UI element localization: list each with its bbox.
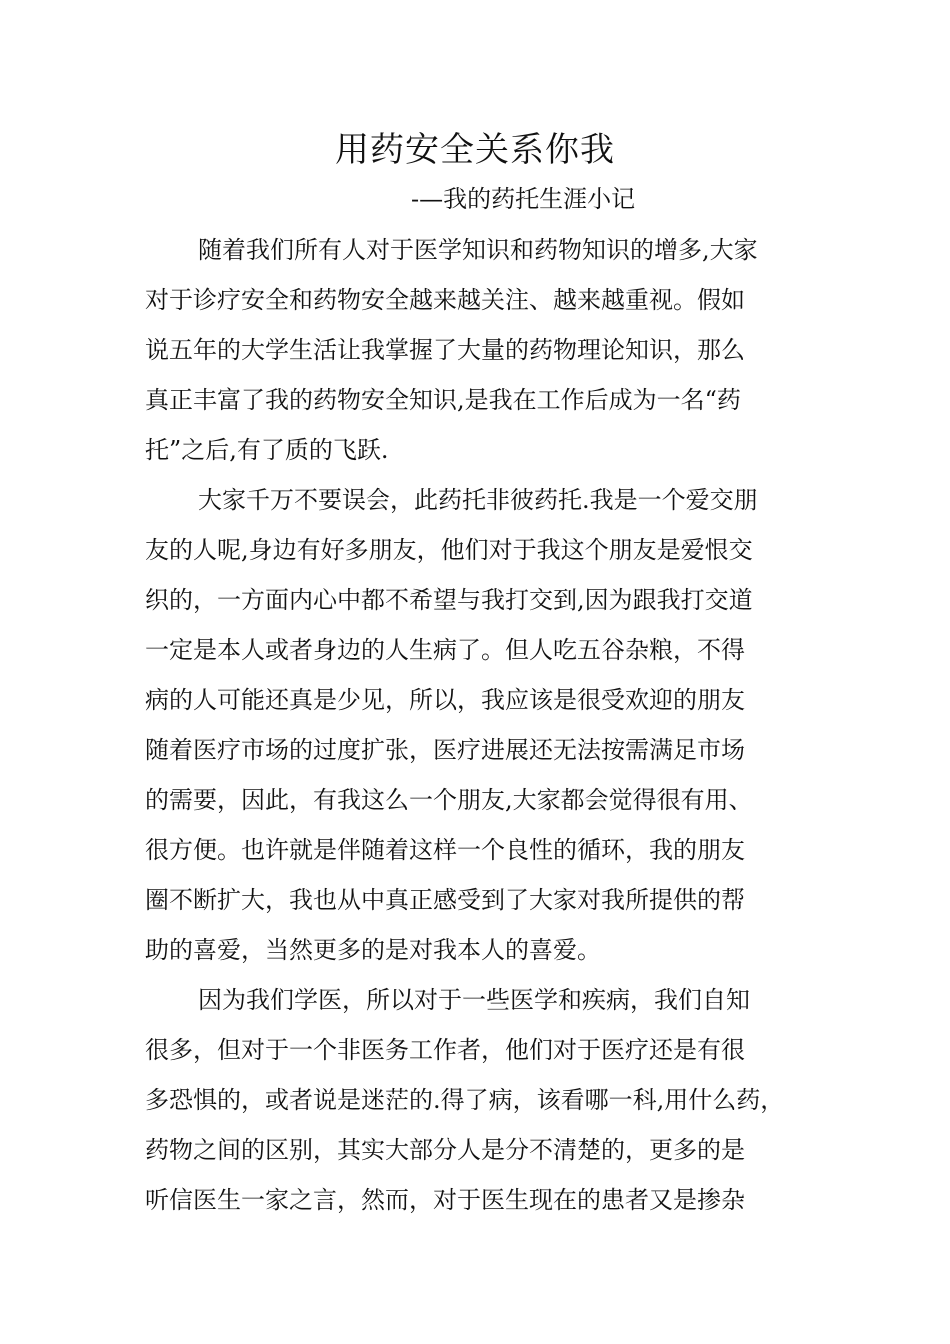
body-line: 的需要，因此，有我这么一个朋友,大家都会觉得很有用、	[145, 786, 753, 814]
body-line: 真正丰富了我的药物安全知识,是我在工作后成为一名“药	[145, 386, 741, 414]
body-line: 听信医生一家之言，然而，对于医生现在的患者又是掺杂	[145, 1186, 745, 1214]
body-line: 织的，一方面内心中都不希望与我打交到,因为跟我打交道	[145, 586, 753, 614]
body-line: 随着医疗市场的过度扩张，医疗进展还无法按需满足市场	[145, 736, 745, 764]
body-line: 托”之后,有了质的飞跃.	[145, 436, 389, 464]
body-line: 随着我们所有人对于医学知识和药物知识的增多,大家	[198, 236, 758, 264]
body-line: 很多，但对于一个非医务工作者，他们对于医疗还是有很	[145, 1036, 745, 1064]
body-line: 圈不断扩大，我也从中真正感受到了大家对我所提供的帮	[145, 886, 745, 914]
body-line: 病的人可能还真是少见，所以，我应该是很受欢迎的朋友	[145, 686, 745, 714]
body-line: 对于诊疗安全和药物安全越来越关注、越来越重视。假如	[145, 286, 745, 314]
body-line: 说五年的大学生活让我掌握了大量的药物理论知识，那么	[145, 336, 745, 364]
document-subtitle: -—我的药托生涯小记	[411, 185, 636, 213]
document-title: 用药安全关系你我	[335, 130, 615, 170]
body-line: 多恐惧的，或者说是迷茫的.得了病，该看哪一科,用什么药，	[145, 1086, 785, 1114]
body-line: 药物之间的区别，其实大部分人是分不清楚的，更多的是	[145, 1136, 745, 1164]
body-line: 因为我们学医，所以对于一些医学和疾病，我们自知	[198, 986, 750, 1014]
body-line: 大家千万不要误会，此药托非彼药托.我是一个爱交朋	[198, 486, 758, 514]
body-line: 助的喜爱，当然更多的是对我本人的喜爱。	[145, 936, 601, 964]
body-line: 友的人呢,身边有好多朋友，他们对于我这个朋友是爱恨交	[145, 536, 753, 564]
body-line: 很方便。也许就是伴随着这样一个良性的循环，我的朋友	[145, 836, 745, 864]
document-body	[145, 230, 835, 1230]
body-line: 一定是本人或者身边的人生病了。但人吃五谷杂粮，不得	[145, 636, 745, 664]
